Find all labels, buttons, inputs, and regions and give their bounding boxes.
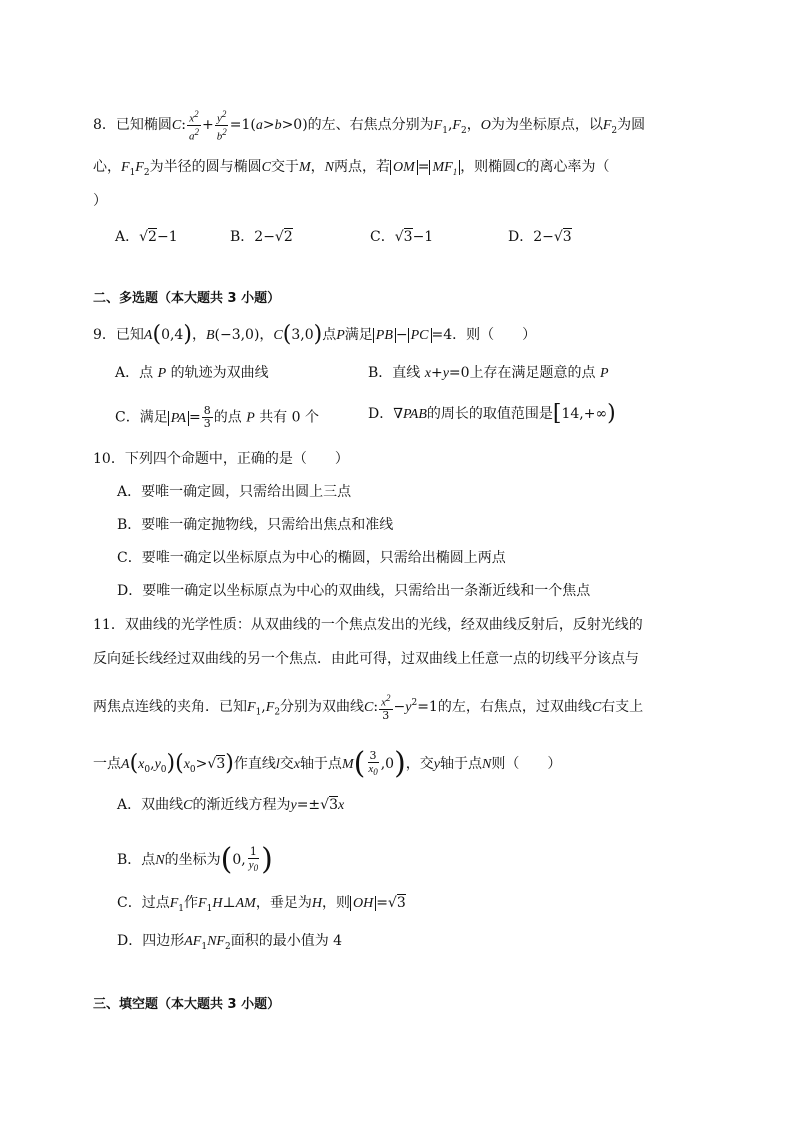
text: 两点，若 [333,159,390,175]
q9-option-a: A．点 P 的轨迹为双曲线 [115,365,269,381]
q11-option-d: D．四边形$AF_1NF_2$面积的最小值为 4 [117,933,343,952]
q9-option-b: B．直线 x+y=0上存在满足题意的点 P [368,365,609,381]
math-frac: $\frac{x^2}{3}$ [381,693,391,722]
q11-line1: 11．双曲线的光学性质：从双曲线的一个焦点发出的光线，经双曲线反射后，反射光线的 [93,617,643,633]
text: ，则椭圆 [460,159,517,175]
text: 心， [93,159,121,175]
q8-option-c: C．√3−1 [370,229,434,245]
q10-option-d: D．要唯一确定以坐标原点为中心的双曲线，只需给出一条渐近线和一个焦点 [117,583,591,599]
text: ， [259,327,274,343]
q8-option-b: B．2−√2 [230,229,293,245]
math-frac: $\frac{x^2}{a^2}$ [188,109,199,143]
text: 满足 [344,327,373,343]
section-heading-multiple-choice: 二、多选题（本大题共 3 小题） [93,291,281,306]
q11-line2: 反向延长线经过双曲线的另一个焦点．由此可得，过双曲线上任意一点的切线平分该点与 [93,651,639,667]
text: 点 [322,327,337,343]
q10-stem: 10．下列四个命题中，正确的是（ ） [93,451,349,467]
q11-line4: 一点$A(x_0,y_0)(x_0>√3)$作直线l交x轴于点M( $\frac{3}{x_0}$ ,0)，交y轴于点N则（ ） [93,746,562,782]
text: ， [191,327,206,343]
q8-line3 [93,192,107,210]
math-frac: $\frac{8}{3}$ [203,404,211,430]
q9-option-d: D．∇PAB的周长的取值范围是[14,+∞) [368,401,616,426]
text: 的离心率为（ [525,159,610,175]
text: ） [93,193,107,209]
q10-option-a: A．要唯一确定圆，只需给出圆上三点 [117,484,352,500]
q9-stem: 9．已知A(0,4)，B(−3,0)，C(3,0)点P满足 PB − PC =4．则（ ） [93,322,537,347]
text: 为圆 [617,117,646,134]
q11-option-b: B．点N的坐标为(0, $\frac{1}{y_0}$ ) [117,842,273,878]
text: ．则（ ） [452,327,537,343]
text: 为半径的圆与椭圆 [149,159,262,175]
text: 交于 [270,159,299,175]
math: C [171,118,182,134]
q8-option-d: D．2−√3 [508,229,572,245]
text: ， [466,117,481,134]
text: 的左、右焦点分别为 [307,117,434,134]
q10-option-c: C．要唯一确定以坐标原点为中心的椭圆，只需给出椭圆上两点 [117,550,506,566]
q11-line3: 两焦点连线的夹角．已知$F_1,F_2$分别为双曲线C: $\frac{x^2}{3}$ $-y^2=1$的左，右焦点，过双曲线C右支上 [93,693,644,722]
math-frac: $\frac{3}{x_0}$ [368,749,378,778]
math-frac: $\frac{y^2}{b^2}$ [216,109,227,143]
q10-option-b: B．要唯一确定抛物线，只需给出焦点和准线 [117,517,394,533]
q8-line2: 心，$F_1F_2$为半径的圆与椭圆C交于M，N两点，若 OM = $MF_1$ ，则椭圆C的离心率为（ [93,159,610,178]
q8-option-a: A．√2−1 [115,229,178,245]
math-frac: $\frac{1}{y_0}$ [248,845,259,874]
q11-option-a: A．双曲线C的渐近线方程为y=±√3x [117,797,345,813]
q11-option-c: C．过点$F_1$作$F_1H\perp AM$，垂足为H，则 OH =√3 [117,895,406,914]
q8-number: 8．已知椭圆 [93,117,172,134]
text: 9．已知 [93,327,144,343]
q8-line1: 8．已知椭圆C: $\frac{x^2}{a^2}$ + $\frac{y^2}{b^2}$ =1(a>b>0)的左、右焦点分别为$F_1,F_2$，O为为坐标原点，以$F_2$为圆 [93,109,646,143]
q9-option-c: C．满足 PA = $\frac{8}{3}$ 的点 P 共有 0 个 [115,404,320,430]
text: 为为坐标原点，以 [490,117,603,134]
section-heading-fill-in: 三、填空题（本大题共 3 小题） [93,997,281,1012]
